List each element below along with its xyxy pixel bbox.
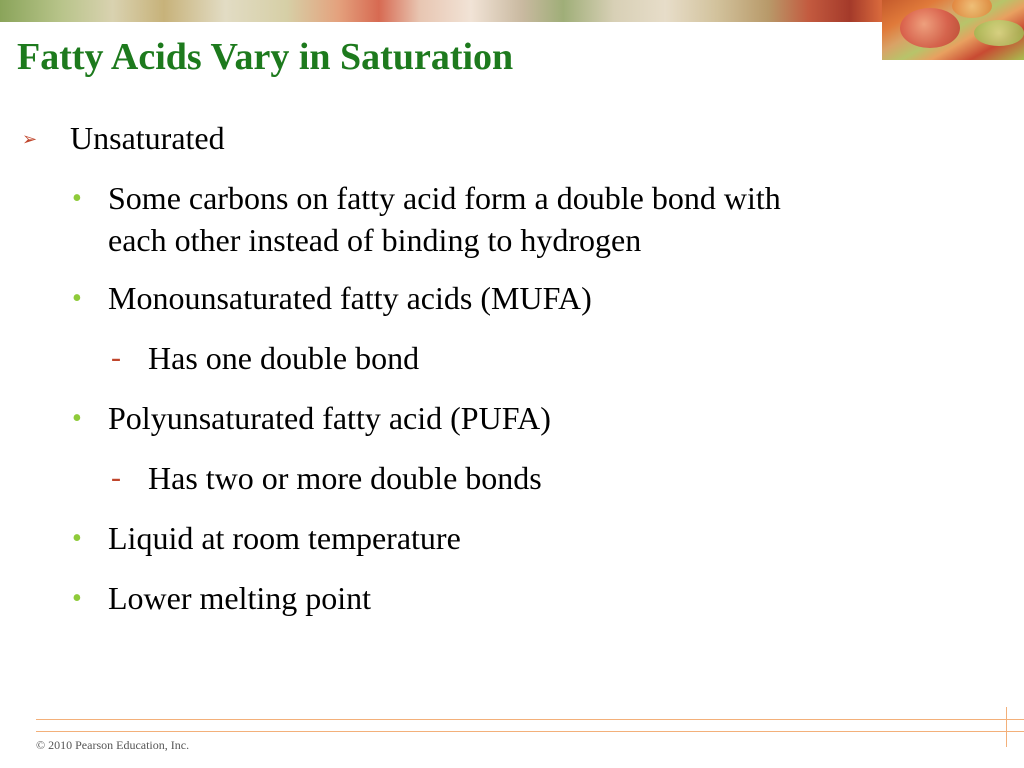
bullet-dot-icon: • [72, 523, 82, 554]
bullet-pufa: Polyunsaturated fatty acid (PUFA) [108, 400, 551, 436]
bullet-mufa: Monounsaturated fatty acids (MUFA) [108, 280, 592, 316]
bullet-dot-icon: • [72, 583, 82, 614]
bullet-double-bond-line2: each other instead of binding to hydrogen [108, 222, 642, 258]
bullet-unsaturated: Unsaturated [70, 120, 225, 156]
footer-divider-top [36, 719, 1024, 720]
dash-bullet-icon: - [111, 461, 121, 494]
slide-title: Fatty Acids Vary in Saturation [17, 36, 514, 78]
food-photo-banner [0, 0, 1024, 22]
bullet-two-double-bonds: Has two or more double bonds [148, 460, 542, 496]
arrow-bullet-icon: ➢ [22, 129, 38, 149]
bullet-dot-icon: • [72, 183, 82, 214]
footer-crosshair [1006, 707, 1007, 747]
copyright-footer: © 2010 Pearson Education, Inc. [36, 738, 190, 752]
bullet-one-double-bond: Has one double bond [148, 340, 420, 376]
vegetable-photo [882, 0, 1024, 60]
dash-bullet-icon: - [111, 341, 121, 374]
bullet-dot-icon: • [72, 403, 82, 434]
bullet-dot-icon: • [72, 283, 82, 314]
bullet-liquid: Liquid at room temperature [108, 520, 461, 556]
footer-divider-bottom [36, 731, 1024, 732]
bullet-double-bond-line1: Some carbons on fatty acid form a double bond with [108, 180, 781, 216]
bullet-melting-point: Lower melting point [108, 580, 372, 616]
